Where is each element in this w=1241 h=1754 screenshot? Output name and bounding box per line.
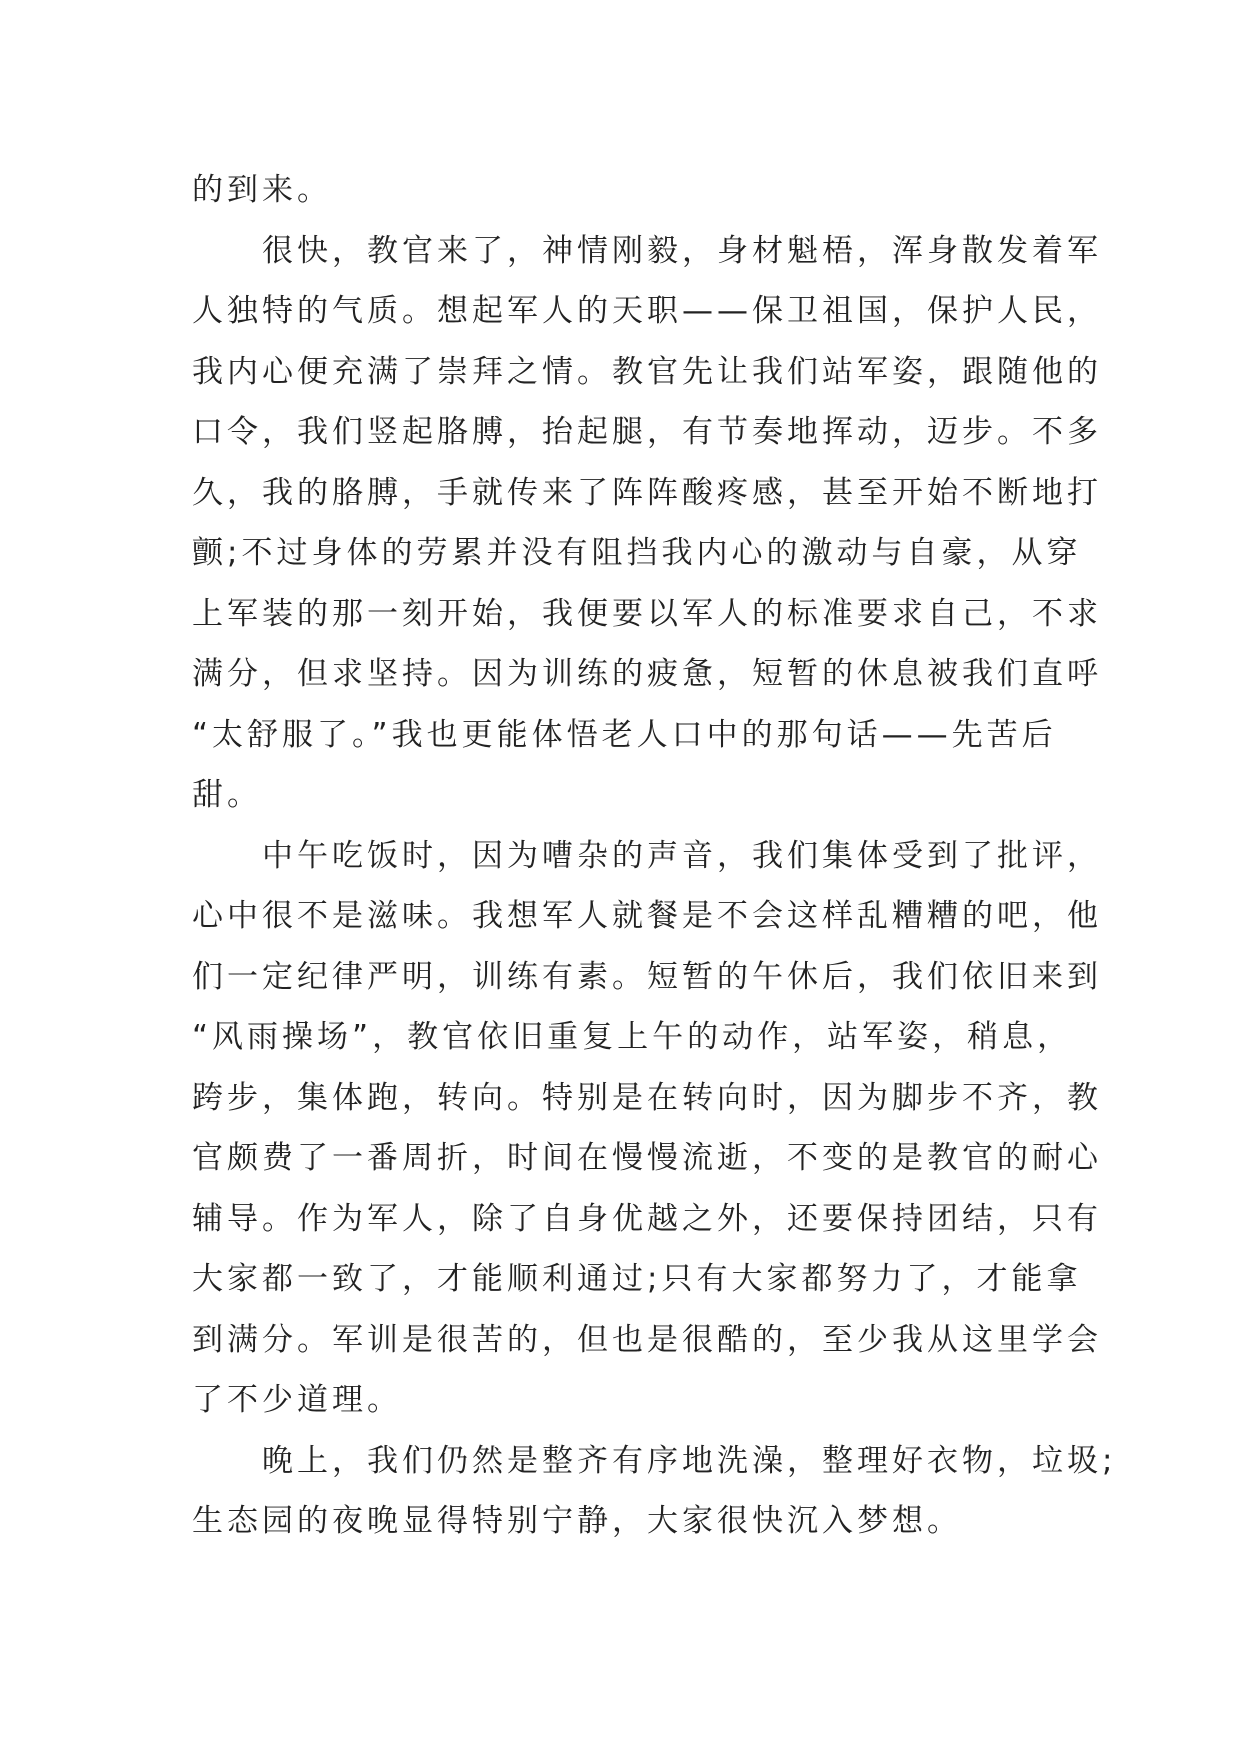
text-line: 大家都一致了，才能顺利通过;只有大家都努力了，才能拿: [192, 1261, 1082, 1297]
text-line: 久，我的胳膊，手就传来了阵阵酸疼感，甚至开始不断地打: [192, 474, 1102, 511]
text-line: 我内心便充满了崇拜之情。教官先让我们站军姿，跟随他的: [192, 353, 1102, 390]
text-line: 口令，我们竖起胳膊，抬起腿，有节奏地挥动，迈步。不多: [192, 414, 1102, 450]
text-line: 中午吃饭时，因为嘈杂的声音，我们集体受到了批评，: [262, 837, 1102, 874]
text-line: 辅导。作为军人，除了自身优越之外，还要保持团结，只有: [192, 1200, 1102, 1237]
text-line: 官颇费了一番周折，时间在慢慢流逝，不变的是教官的耐心: [192, 1140, 1102, 1176]
text-line: 了不少道理。: [192, 1382, 402, 1418]
paragraph-3: [192, 826, 1102, 1431]
text-line: 心中很不是滋味。我想军人就餐是不会这样乱糟糟的吧，他: [192, 898, 1102, 934]
text-line: 的到来。: [192, 172, 332, 208]
text-line: 跨步，集体跑，转向。特别是在转向时，因为脚步不齐，教: [192, 1079, 1102, 1116]
text-line: 晚上，我们仍然是整齐有序地洗澡，整理好衣物，垃圾;: [262, 1442, 1117, 1479]
text-line: 甜。: [192, 777, 262, 813]
text-line: 们一定纪律严明，训练有素。短暂的午休后，我们依旧来到: [192, 958, 1102, 995]
text-line: “风雨操场”，教官依旧重复上午的动作，站军姿，稍息，: [192, 1019, 1073, 1055]
paragraph-2: [192, 221, 1102, 826]
text-line: 很快，教官来了，神情刚毅，身材魁梧，浑身散发着军: [262, 232, 1102, 269]
text-line: 生态园的夜晚显得特别宁静，大家很快沉入梦想。: [192, 1503, 962, 1539]
paragraph-4: [192, 1431, 1117, 1552]
text-line: 颤;不过身体的劳累并没有阻挡我内心的激动与自豪，从穿: [192, 535, 1082, 571]
text-line: 到满分。军训是很苦的，但也是很酷的，至少我从这里学会: [192, 1321, 1102, 1358]
document-body: [192, 160, 1117, 1552]
text-line: “太舒服了。”我也更能体悟老人口中的那句话——先苦后: [192, 716, 1057, 753]
text-line: 上军装的那一刻开始，我便要以军人的标准要求自己，不求: [192, 595, 1102, 632]
text-line: 满分，但求坚持。因为训练的疲惫，短暂的休息被我们直呼: [192, 656, 1102, 692]
paragraph-1: [192, 160, 1072, 221]
text-line: 人独特的气质。想起军人的天职——保卫祖国，保护人民，: [192, 293, 1102, 329]
